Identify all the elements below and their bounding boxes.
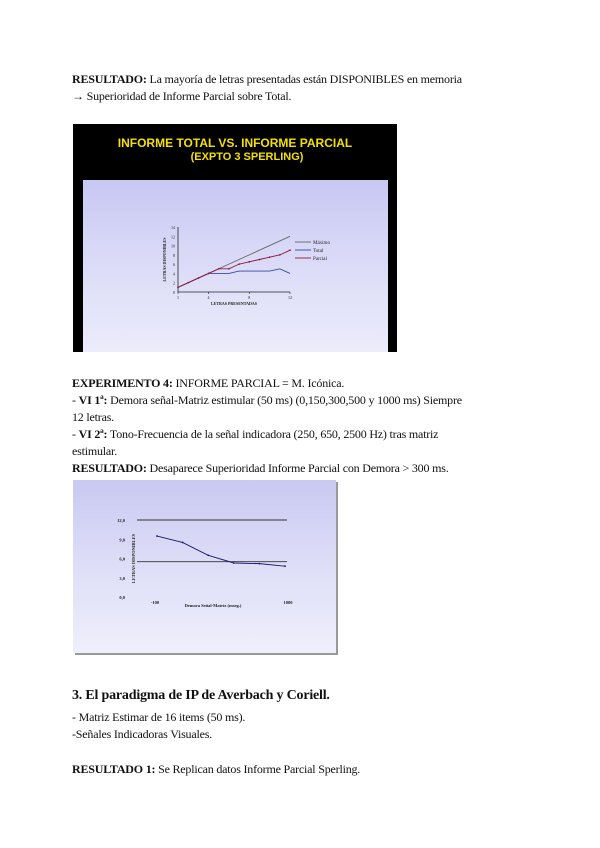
vi1-text: Demora señal-Matriz estimular (50 ms) (0,150,300,500 y 1000 ms) Siempre — [107, 393, 462, 407]
resultado3-text: Se Replican datos Informe Parcial Sperling. — [155, 762, 361, 776]
resultado-line2: → Superioridad de Informe Parcial sobre Total. — [72, 89, 292, 103]
resultado2-label: RESULTADO: — [72, 461, 147, 475]
y-tick-label: 3,0 — [119, 575, 125, 581]
legend-label: Total — [313, 249, 324, 254]
data-point — [207, 554, 209, 556]
x-tick-label: 12 — [288, 295, 292, 300]
series-line-total — [178, 269, 290, 288]
vi1-prefix: - — [72, 393, 79, 407]
x-tick-label: 4 — [207, 295, 210, 300]
slide-subtitle: (EXPTO 3 SPERLING) — [190, 151, 304, 163]
resultado2-text: Desaparece Superioridad Informe Parcial con Demora > 300 ms. — [146, 461, 449, 475]
section3-item2: -Señales Indicadoras Visuales. — [72, 727, 213, 741]
vi1-label: VI 1ª: — [78, 393, 108, 407]
data-point — [187, 282, 189, 284]
x-tick-label: 1000 — [283, 600, 293, 605]
y-tick-label: 4 — [173, 271, 175, 277]
vi1-line2: 12 letras. — [72, 410, 114, 424]
y-axis-title: LETRAS DISPONIBLES — [131, 533, 136, 584]
y-tick-label: 0,0 — [119, 595, 125, 600]
experimento4-paragraph — [72, 375, 532, 477]
data-point — [156, 535, 158, 537]
y-tick-label: 0 — [173, 290, 175, 295]
data-point — [269, 256, 271, 258]
resultado-text: La mayoría de letras presentadas están DISPONIBLES en memoria — [146, 72, 462, 86]
data-point — [197, 277, 199, 279]
y-tick-label: 2 — [173, 280, 175, 286]
legend-label: Parcial — [313, 257, 327, 262]
data-point — [177, 286, 179, 288]
data-point — [238, 263, 240, 265]
slide-demora-senal-matriz — [73, 480, 336, 653]
y-axis-title: LETRAS DISPONIBLES — [162, 237, 167, 282]
section3-resultado — [72, 761, 532, 778]
data-point — [218, 268, 220, 270]
y-tick-label: 8 — [173, 252, 175, 258]
y-tick-label: 9,0 — [119, 537, 125, 543]
x-axis-title: Demora Señal-Matriz (mseg.) — [184, 603, 242, 608]
data-point — [228, 268, 230, 270]
data-point — [289, 249, 291, 251]
vi2-line2: estimular. — [72, 444, 117, 458]
x-tick-label: 8 — [248, 295, 251, 300]
y-tick-label: 10 — [171, 243, 175, 249]
chart-informe-total-parcial — [73, 124, 397, 352]
chart-demora-senal-matriz — [73, 480, 336, 653]
data-point — [279, 254, 281, 256]
data-point — [259, 259, 261, 261]
vi2-label: VI 2ª: — [78, 427, 108, 441]
data-point — [233, 562, 235, 564]
x-tick-label: -100 — [150, 600, 160, 605]
series-line-parcial — [178, 250, 290, 287]
vi2-prefix: - — [72, 427, 79, 441]
y-tick-label: 6 — [173, 262, 175, 268]
resultado3-label: RESULTADO 1: — [72, 762, 156, 776]
legend-label: Máximo — [313, 241, 330, 246]
slide-informe-total-vs-parcial — [73, 124, 397, 352]
y-tick-label: 6,0 — [119, 556, 125, 562]
data-point — [248, 261, 250, 263]
section3-heading: 3. El paradigma de IP de Averbach y Coriell. — [72, 688, 330, 703]
data-point — [259, 563, 261, 565]
section3-list — [72, 709, 532, 743]
data-point — [284, 565, 286, 567]
data-point — [182, 542, 184, 544]
resultado-label: RESULTADO: — [72, 72, 147, 86]
slide-title: INFORME TOTAL VS. INFORME PARCIAL — [117, 136, 353, 150]
data-point — [208, 273, 210, 275]
resultado-paragraph — [72, 71, 532, 105]
section3-item1: - Matriz Estimar de 16 items (50 ms). — [72, 710, 246, 724]
experimento4-label: EXPERIMENTO 4: — [72, 376, 173, 390]
x-tick-label: 1 — [177, 295, 179, 300]
x-axis-title: LETRAS PRESENTADAS — [210, 301, 258, 306]
y-tick-label: 12,0 — [117, 518, 125, 523]
y-tick-label: 14 — [171, 225, 175, 230]
experimento4-text: INFORME PARCIAL = M. Icónica. — [172, 376, 345, 390]
y-tick-label: 12 — [171, 234, 175, 240]
vi2-text: Tono-Frecuencia de la señal indicadora (250, 650, 2500 Hz) tras matriz — [107, 427, 439, 441]
